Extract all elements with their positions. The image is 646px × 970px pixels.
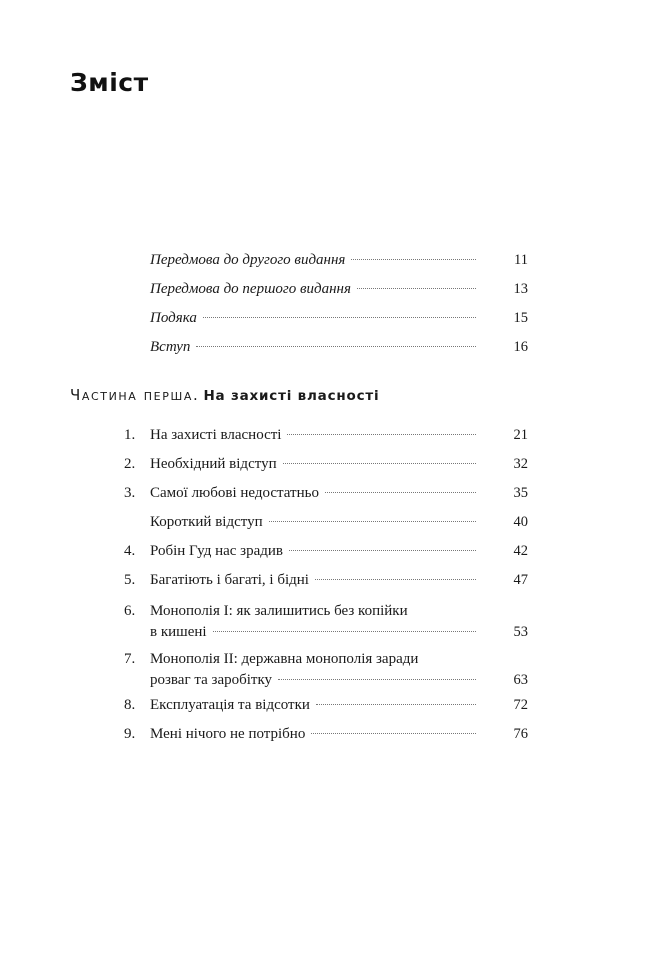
chapter-number: 8.	[124, 697, 136, 713]
toc-page-number: 15	[513, 310, 528, 326]
chapter-number: 7.	[124, 651, 136, 667]
dot-leader	[316, 704, 476, 705]
chapter-number: 5.	[124, 572, 136, 588]
dot-leader	[196, 346, 476, 347]
part-one-heading[interactable]	[70, 386, 379, 404]
chapter-number: 9.	[124, 726, 136, 742]
toc-chapter-9[interactable]	[110, 726, 528, 755]
toc-chapter-2[interactable]	[110, 456, 528, 485]
dot-leader	[213, 631, 476, 632]
toc-page-number: 13	[513, 281, 528, 297]
chapter-title: Мені нічого не потрібно	[150, 726, 306, 742]
chapter-number: 2.	[124, 456, 136, 472]
toc-entry-preface-first-edition[interactable]	[150, 281, 528, 310]
dot-leader	[311, 733, 476, 734]
dot-leader	[325, 492, 476, 493]
toc-page-number: 16	[513, 339, 528, 355]
dot-leader	[351, 259, 476, 260]
chapter-title-line-2: в кишені	[150, 624, 207, 640]
toc-chapter-3[interactable]	[110, 485, 528, 514]
toc-entry-introduction[interactable]	[150, 339, 528, 368]
toc-entry-title: Передмова до першого видання	[150, 281, 351, 297]
dot-leader	[357, 288, 476, 289]
front-matter-list	[150, 252, 528, 368]
chapter-title: Робін Гуд нас зрадив	[150, 543, 284, 559]
toc-chapter-8[interactable]	[110, 697, 528, 726]
toc-page-number: 47	[513, 572, 528, 588]
toc-page-number: 72	[513, 697, 528, 713]
toc-page-number: 32	[513, 456, 528, 472]
toc-chapter-6[interactable]	[110, 601, 528, 643]
chapter-title-line-1: Монополія II: державна монополія заради	[150, 651, 419, 667]
toc-page-number: 40	[513, 514, 528, 530]
toc-chapter-4[interactable]	[110, 543, 528, 572]
toc-entry-title: Вступ	[150, 339, 191, 355]
toc-entry-title: Подяка	[150, 310, 197, 326]
toc-chapter-7[interactable]	[110, 649, 528, 691]
chapter-title-line-2: розваг та заробітку	[150, 672, 273, 688]
chapter-number: 4.	[124, 543, 136, 559]
dot-leader	[289, 550, 476, 551]
toc-page-number: 35	[513, 485, 528, 501]
chapter-list	[110, 427, 528, 755]
part-label: Частина перша.	[70, 386, 200, 404]
toc-entry-preface-second-edition[interactable]	[150, 252, 528, 281]
dot-leader	[203, 317, 476, 318]
chapter-title: Багатіють і багаті, і бідні	[150, 572, 309, 588]
chapter-title: Експлуатація та відсотки	[150, 697, 310, 713]
toc-entry-title: Передмова до другого видання	[150, 252, 346, 268]
chapter-number: 3.	[124, 485, 136, 501]
chapter-title-line-1: Монополія I: як залишитись без копійки	[150, 603, 408, 619]
chapter-number: 1.	[124, 427, 136, 443]
toc-chapter-5[interactable]	[110, 572, 528, 601]
dot-leader	[287, 434, 476, 435]
chapter-title: Необхідний відступ	[150, 456, 277, 472]
page-title: Зміст	[70, 68, 149, 97]
toc-page-number: 11	[514, 252, 528, 268]
chapter-title: На захисті власності	[150, 427, 282, 443]
dot-leader	[278, 679, 476, 680]
toc-entry-acknowledgements[interactable]	[150, 310, 528, 339]
dot-leader	[269, 521, 476, 522]
toc-chapter-1[interactable]	[110, 427, 528, 456]
toc-short-digression[interactable]	[110, 514, 528, 543]
toc-page-number: 63	[513, 672, 528, 688]
dot-leader	[315, 579, 476, 580]
toc-page-number: 76	[513, 726, 528, 742]
dot-leader	[283, 463, 476, 464]
part-title: На захисті власності	[203, 388, 380, 404]
chapter-title: Самої любові недостатньо	[150, 485, 319, 501]
chapter-number: 6.	[124, 603, 136, 619]
toc-page-number: 53	[513, 624, 528, 640]
chapter-title: Короткий відступ	[150, 514, 263, 530]
toc-page-number: 21	[513, 427, 528, 443]
toc-page-number: 42	[513, 543, 528, 559]
